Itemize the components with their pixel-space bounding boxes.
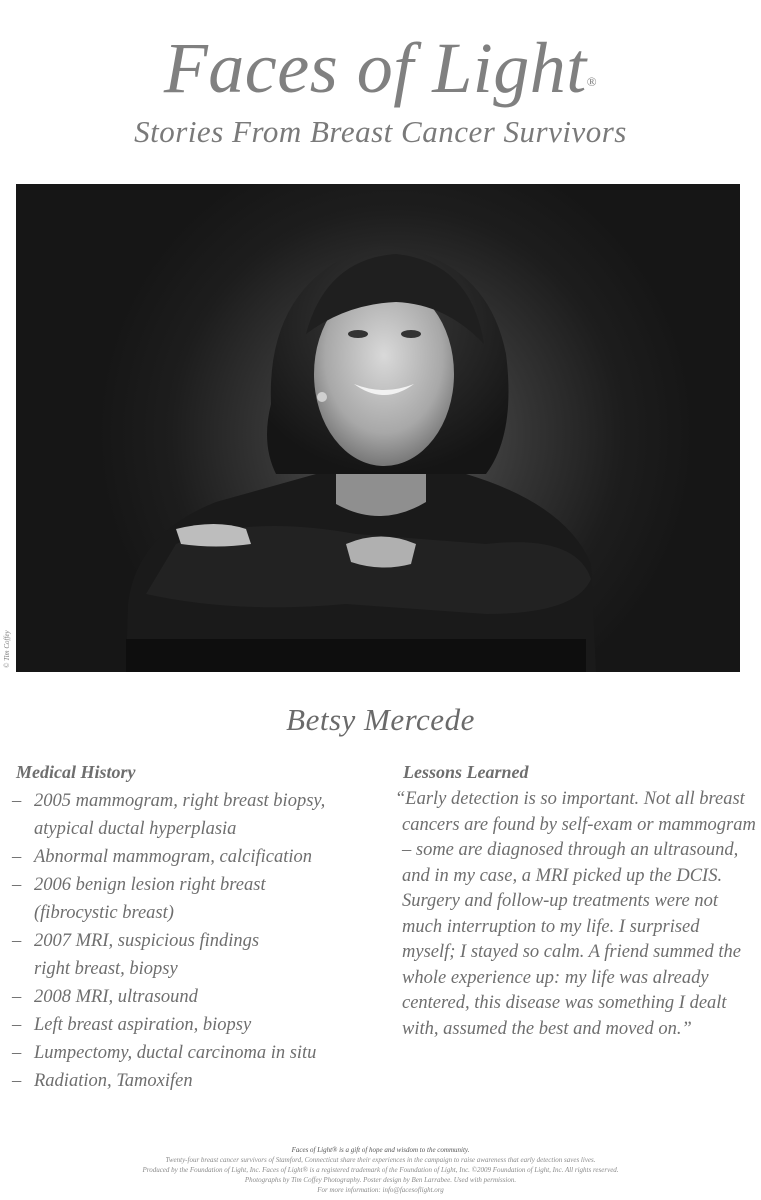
medical-history-heading: Medical History xyxy=(16,762,136,782)
lessons-learned-heading: Lessons Learned xyxy=(403,762,529,782)
dash: – xyxy=(12,1043,22,1063)
poster-title-text: Faces of Light xyxy=(163,28,587,108)
list-item xyxy=(12,1011,352,1039)
footer-line: Produced by the Foundation of Light, Inc. Faces of Light® is a registered trademark of the Foundation of Light, Inc. ©2009 Foundation of Light, Inc. All rights reserved. xyxy=(142,1166,619,1174)
list-item-text: Lumpectomy, ductal carcinoma in situ xyxy=(34,1043,317,1063)
list-item-text: 2005 mammogram, right breast biopsy, xyxy=(34,791,326,811)
footer-line: Faces of Light® is a gift of hope and wisdom to the community. xyxy=(291,1146,470,1154)
portrait-photo xyxy=(16,184,740,672)
footer xyxy=(0,1145,761,1195)
medical-history-list xyxy=(12,787,352,1095)
list-item-text: right breast, biopsy xyxy=(34,959,178,979)
footer-line: Twenty-four breast cancer survivors of Stamford, Connecticut share their experiences in the campaign to raise awareness that early detection saves lives. xyxy=(165,1156,596,1164)
registered-mark: ® xyxy=(586,74,598,89)
dash: – xyxy=(12,847,22,867)
list-item-text: atypical ductal hyperplasia xyxy=(34,819,237,839)
list-item-text: Left breast aspiration, biopsy xyxy=(34,1015,252,1035)
list-item-text: Radiation, Tamoxifen xyxy=(34,1071,193,1091)
dash: – xyxy=(12,1071,22,1091)
list-item-text: 2006 benign lesion right breast xyxy=(34,875,266,895)
poster-subtitle: Stories From Breast Cancer Survivors xyxy=(134,114,627,149)
list-item-text: (fibrocystic breast) xyxy=(34,903,174,923)
list-item-text: Abnormal mammogram, calcification xyxy=(34,847,312,867)
dash: – xyxy=(12,931,22,951)
photo-credit: © Tim Coffey xyxy=(3,630,11,668)
dash: – xyxy=(12,791,22,811)
dash: – xyxy=(12,875,22,895)
list-item xyxy=(12,815,352,843)
list-item xyxy=(12,871,352,899)
poster-title xyxy=(0,28,761,108)
list-item xyxy=(12,983,352,1011)
list-item-text: 2008 MRI, ultrasound xyxy=(34,987,198,1007)
list-item xyxy=(12,787,352,815)
list-item-text: 2007 MRI, suspicious findings xyxy=(34,931,260,951)
lessons-learned-quote: “Early detection is so important. Not all breast cancers are found by self-exam or mammogram – some are diagnosed through an ultrasound, and in my case, a MRI picked up the DCIS. Surgery and follow-up treatments were not much interruption to my life. I surprised myself; I stayed so calm. A friend summed the whole experience up: my life was already centered, this disease was something I dealt with, assumed the best and moved on.” xyxy=(395,789,756,1039)
dash: – xyxy=(12,987,22,1007)
list-item xyxy=(12,927,352,955)
portrait-illustration xyxy=(16,184,740,672)
survivor-name: Betsy Mercede xyxy=(286,702,475,737)
list-item xyxy=(12,1039,352,1067)
footer-line: For more information: info@facesoflight.org xyxy=(317,1186,444,1194)
list-item xyxy=(12,1067,352,1095)
list-item xyxy=(12,899,352,927)
list-item xyxy=(12,843,352,871)
footer-line: Photographs by Tim Coffey Photography. Poster design by Ben Larrabee. Used with permission. xyxy=(244,1176,517,1184)
list-item xyxy=(12,955,352,983)
dash: – xyxy=(12,1015,22,1035)
